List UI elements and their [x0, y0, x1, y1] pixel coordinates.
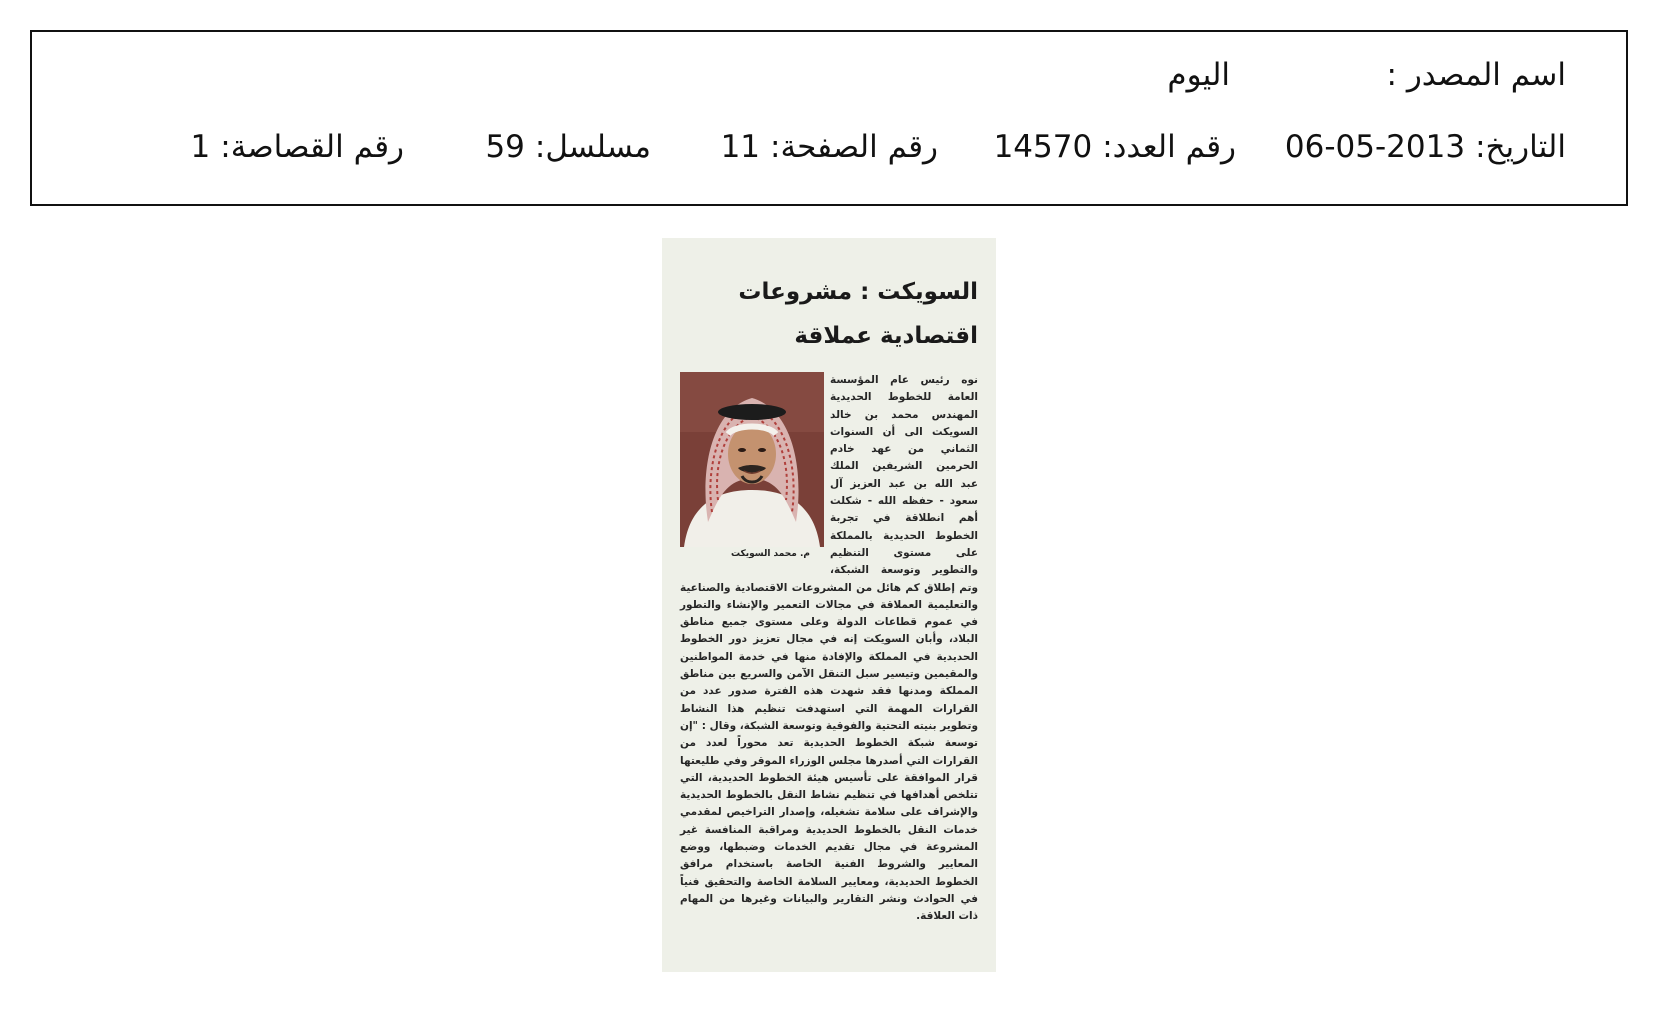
page-number-field: [720, 129, 938, 165]
page-number-label: رقم الصفحة:: [770, 129, 938, 165]
photo-wrap-spacer: [680, 372, 830, 564]
date-field: [1284, 129, 1566, 165]
newspaper-clipping: [662, 238, 996, 972]
serial-value: 59: [485, 129, 525, 165]
issue-label: رقم العدد:: [1102, 129, 1236, 165]
serial-label: مسلسل:: [534, 129, 651, 165]
serial-field: [485, 129, 651, 165]
article-body: [680, 372, 978, 972]
metadata-header-box: [30, 30, 1628, 206]
source-value-field: [1167, 57, 1230, 93]
issue-field: [993, 129, 1236, 165]
page-number-value: 11: [720, 129, 761, 165]
source-field: [1386, 57, 1566, 93]
article-headline: السويكت : مشروعات اقتصادية عملاقة: [738, 279, 978, 349]
issue-value: 14570: [993, 129, 1093, 165]
source-value: اليوم: [1167, 57, 1230, 93]
date-value: 2013-05-06: [1284, 129, 1466, 165]
clip-number-label: رقم القصاصة:: [220, 129, 404, 165]
date-label: التاريخ:: [1475, 129, 1566, 165]
source-label: اسم المصدر :: [1386, 57, 1566, 93]
article-body-text: نوه رئيس عام المؤسسة العامة للخطوط الحديدية المهندس محمد بن خالد السويكت الى أن السنوات الثماني من عهد خادم الحرمين الشريفين الملك عبد الله بن عبد العزيز آل سعود - حفظه الله - شكلت أهم انطلاقة في تجربة الخطوط الحديدية بالمملكة على مستوى التنظيم والتطوير وتوسعة الشبكة، وتم إطلاق كم هائل من المشروعات الاقتصادية والصناعية والتعليمية العملاقة في مجالات التعمير والإنشاء والتطور في عموم قطاعات الدولة وعلى مستوى جميع مناطق البلاد، وأبان السويكت إنه في مجال تعزيز دور الخطوط الحديدية في المملكة والإفادة منها في خدمة المواطنين والمقيمين وتيسير سبل التنقل الآمن والسريع بين مناطق المملكة ومدنها فقد شهدت هذه الفترة صدور عدد من القرارات المهمة التي استهدفت تنظيم هذا النشاط وتطوير بنيته التحتية والفوقية وتوسعة الشبكة، وقال : "إن توسعة شبكة الخطوط الحديدية تعد محوراً لعدد من القرارات التي أصدرها مجلس الوزراء الموقر وفي طليعتها قرار الموافقة على تأسيس هيئة الخطوط الحديدية، التي تتلخص أهدافها في تنظيم نشاط النقل بالخطوط الحديدية والإشراف على سلامة تشغيله، وإصدار التراخيص لمقدمي خدمات النقل بالخطوط الحديدية ومراقبة المنافسة غير المشروعة في مجال تقديم الخدمات وضبطها، ووضع المعايير والشروط الفنية الخاصة باستخدام مرافق الخطوط الحديدية، ومعايير السلامة الخاصة والتحقيق فنياً في الحوادث ونشر التقارير والبيانات وغيرها من المهام ذات العلاقة.: [680, 374, 978, 923]
clip-number-field: [190, 129, 404, 165]
clip-number-value: 1: [190, 129, 211, 165]
photo-caption: م. محمد السويكت: [731, 549, 810, 559]
